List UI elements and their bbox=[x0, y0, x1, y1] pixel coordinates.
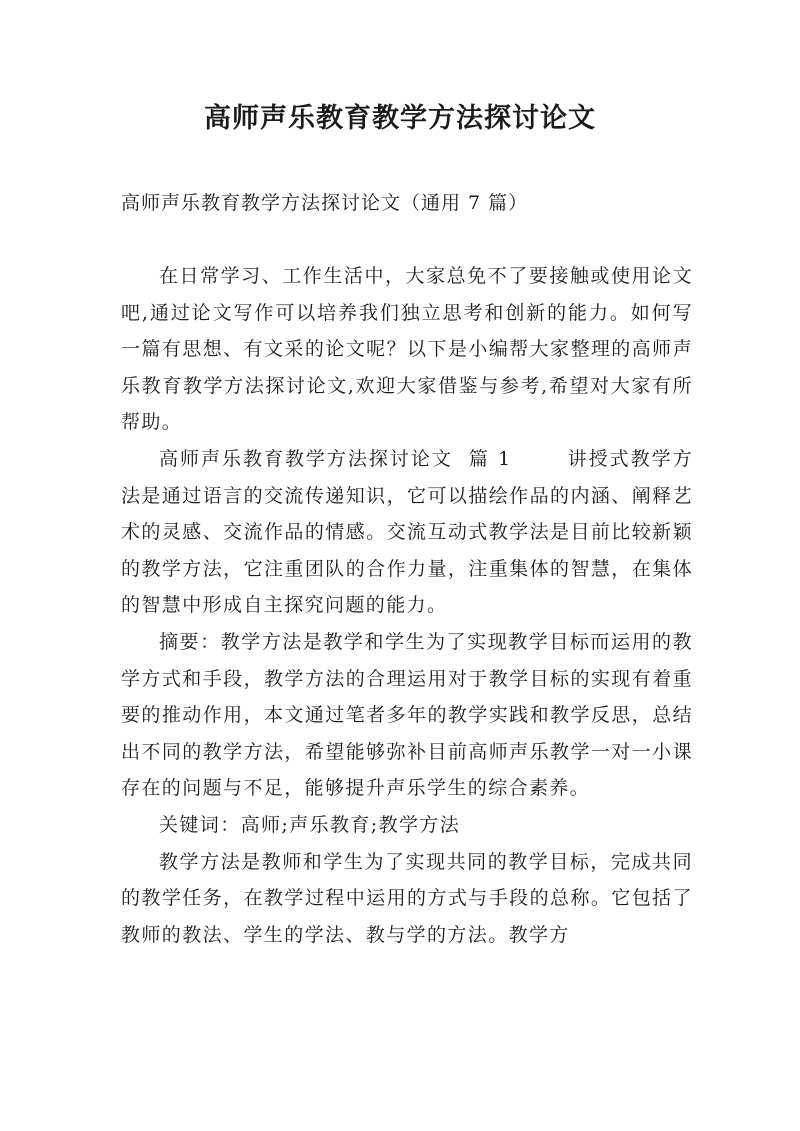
body-paragraph-abstract: 摘要：教学方法是教学和学生为了实现教学目标而运用的教学方式和手段，教学方法的合理运用对于教学目标的实现有着重要的推动作用，本文通过笔者多年的教学实践和教学反思，总结出不同的教学方法，希望能够弥补目前高师声乐教学一对一小课存在的问题与不足，能够提升声乐学生的综合素养。 bbox=[121, 630, 693, 800]
body-paragraph-keywords: 关键词：高师;声乐教育;教学方法 bbox=[159, 813, 461, 836]
body-paragraph-main: 教学方法是教师和学生为了实现共同的教学目标，完成共同的教学任务，在教学过程中运用的方式与手段的总称。它包括了教师的教法、学生的学法、教与学的方法。教学方 bbox=[121, 850, 693, 946]
body-paragraph-section-1: 高师声乐教育教学方法探讨论文 篇 1 讲授式教学方法是通过语言的交流传递知识，它可以描绘作品的内涵、阐释艺术的灵感、交流作品的情感。交流互动式教学法是目前比较新颖的教学方法，它注重团队的合作力量，注重集体的智慧，在集体的智慧中形成自主探究问题的能力。 bbox=[121, 447, 693, 617]
body-paragraph-intro: 在日常学习、工作生活中，大家总免不了要接触或使用论文吧,通过论文写作可以培养我们独立思考和创新的能力。如何写一篇有思想、有文采的论文呢？以下是小编帮大家整理的高师声乐教育教学方法探讨论文,欢迎大家借鉴与参考,希望对大家有所帮助。 bbox=[121, 265, 693, 434]
document-subtitle: 高师声乐教育教学方法探讨论文（通用 7 篇） bbox=[121, 192, 529, 214]
document-body bbox=[121, 258, 693, 953]
document-title: 高师声乐教育教学方法探讨论文 bbox=[204, 103, 596, 134]
